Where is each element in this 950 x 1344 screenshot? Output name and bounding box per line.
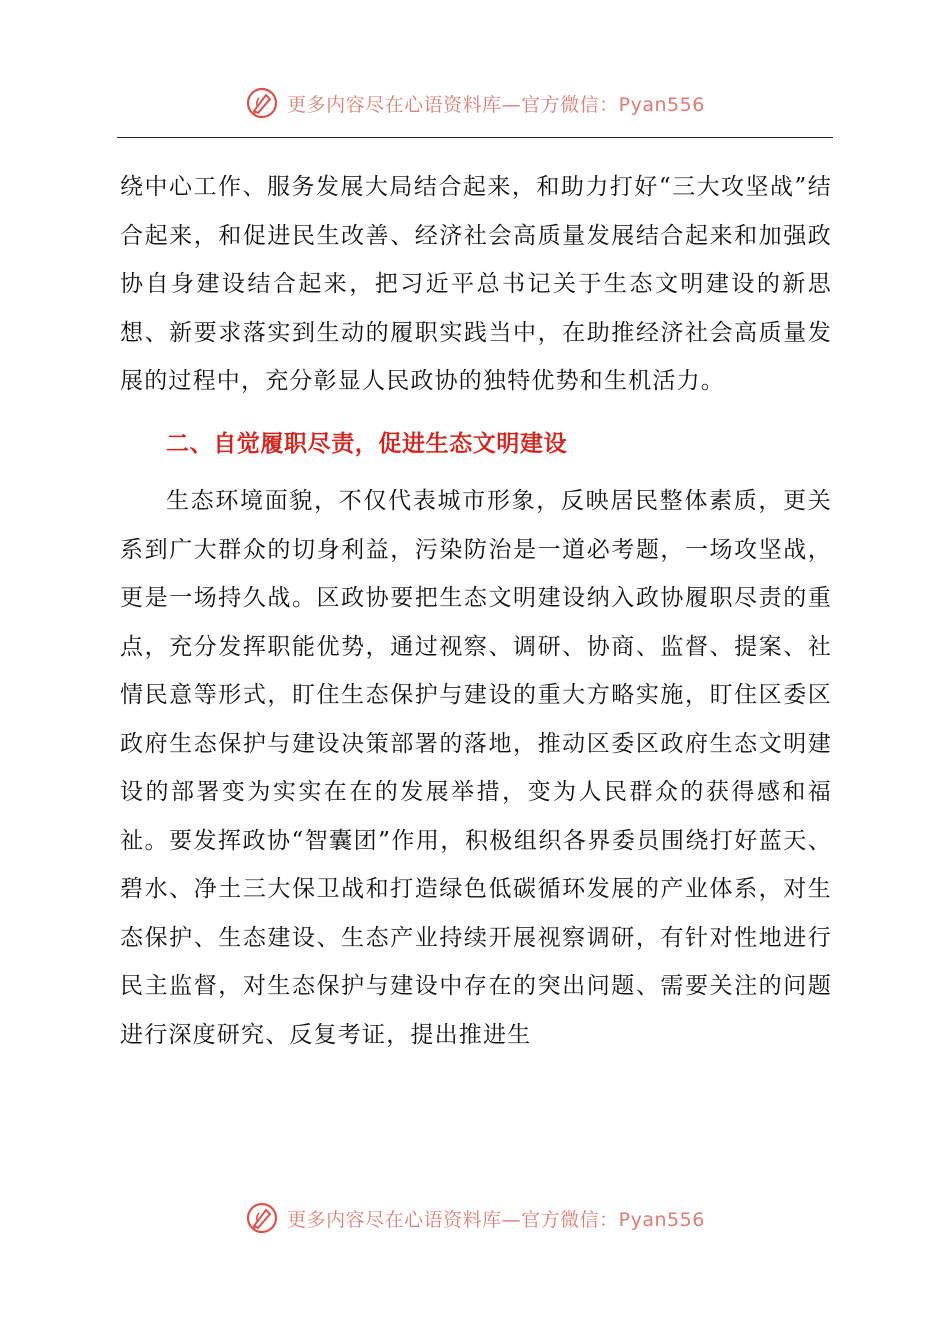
footer-banner-text: 更多内容尽在心语资料库—官方微信：Pyan556	[287, 1208, 705, 1231]
section-heading: 二、自觉履职尽责，促进生态文明建设	[166, 430, 568, 457]
footer-banner	[0, 1198, 950, 1238]
header-banner-text: 更多内容尽在心语资料库—官方微信：Pyan556	[287, 93, 705, 116]
pen-nib-logo-icon	[245, 1201, 279, 1235]
body-paragraph-1: 绕中心工作、服务发展大局结合起来，和助力打好“三大攻坚战”结合起来，和促进民生改善、经济社会高质量发展结合起来和加强政协自身建设结合起来，把习近平总书记关于生态文明建设的新思想、新要求落实到生动的履职实践当中，在助推经济社会高质量发展的过程中，充分彰显人民政协的独特优势和生机活力。	[120, 174, 832, 394]
header-divider	[117, 137, 833, 138]
pen-nib-logo-icon	[245, 86, 279, 120]
document-body	[120, 163, 832, 1059]
header-banner	[0, 83, 950, 123]
body-paragraph-2: 生态环境面貌，不仅代表城市形象，反映居民整体素质，更关系到广大群众的切身利益，污染防治是一道必考题，一场攻坚战，更是一场持久战。区政协要把生态文明建设纳入政协履职尽责的重点，充分发挥职能优势，通过视察、调研、协商、监督、提案、社情民意等形式，盯住生态保护与建设的重大方略实施，盯住区委区政府生态保护与建设决策部署的落地，推动区委区政府生态文明建设的部署变为实实在在的发展举措，变为人民群众的获得感和福祉。要发挥政协“智囊团”作用，积极组织各界委员围绕打好蓝天、碧水、净土三大保卫战和打造绿色低碳循环发展的产业体系，对生态保护、生态建设、生态产业持续开展视察调研，有针对性地进行民主监督，对生态保护与建设中存在的突出问题、需要关注的问题进行深度研究、反复考证，提出推进生	[120, 488, 832, 1048]
